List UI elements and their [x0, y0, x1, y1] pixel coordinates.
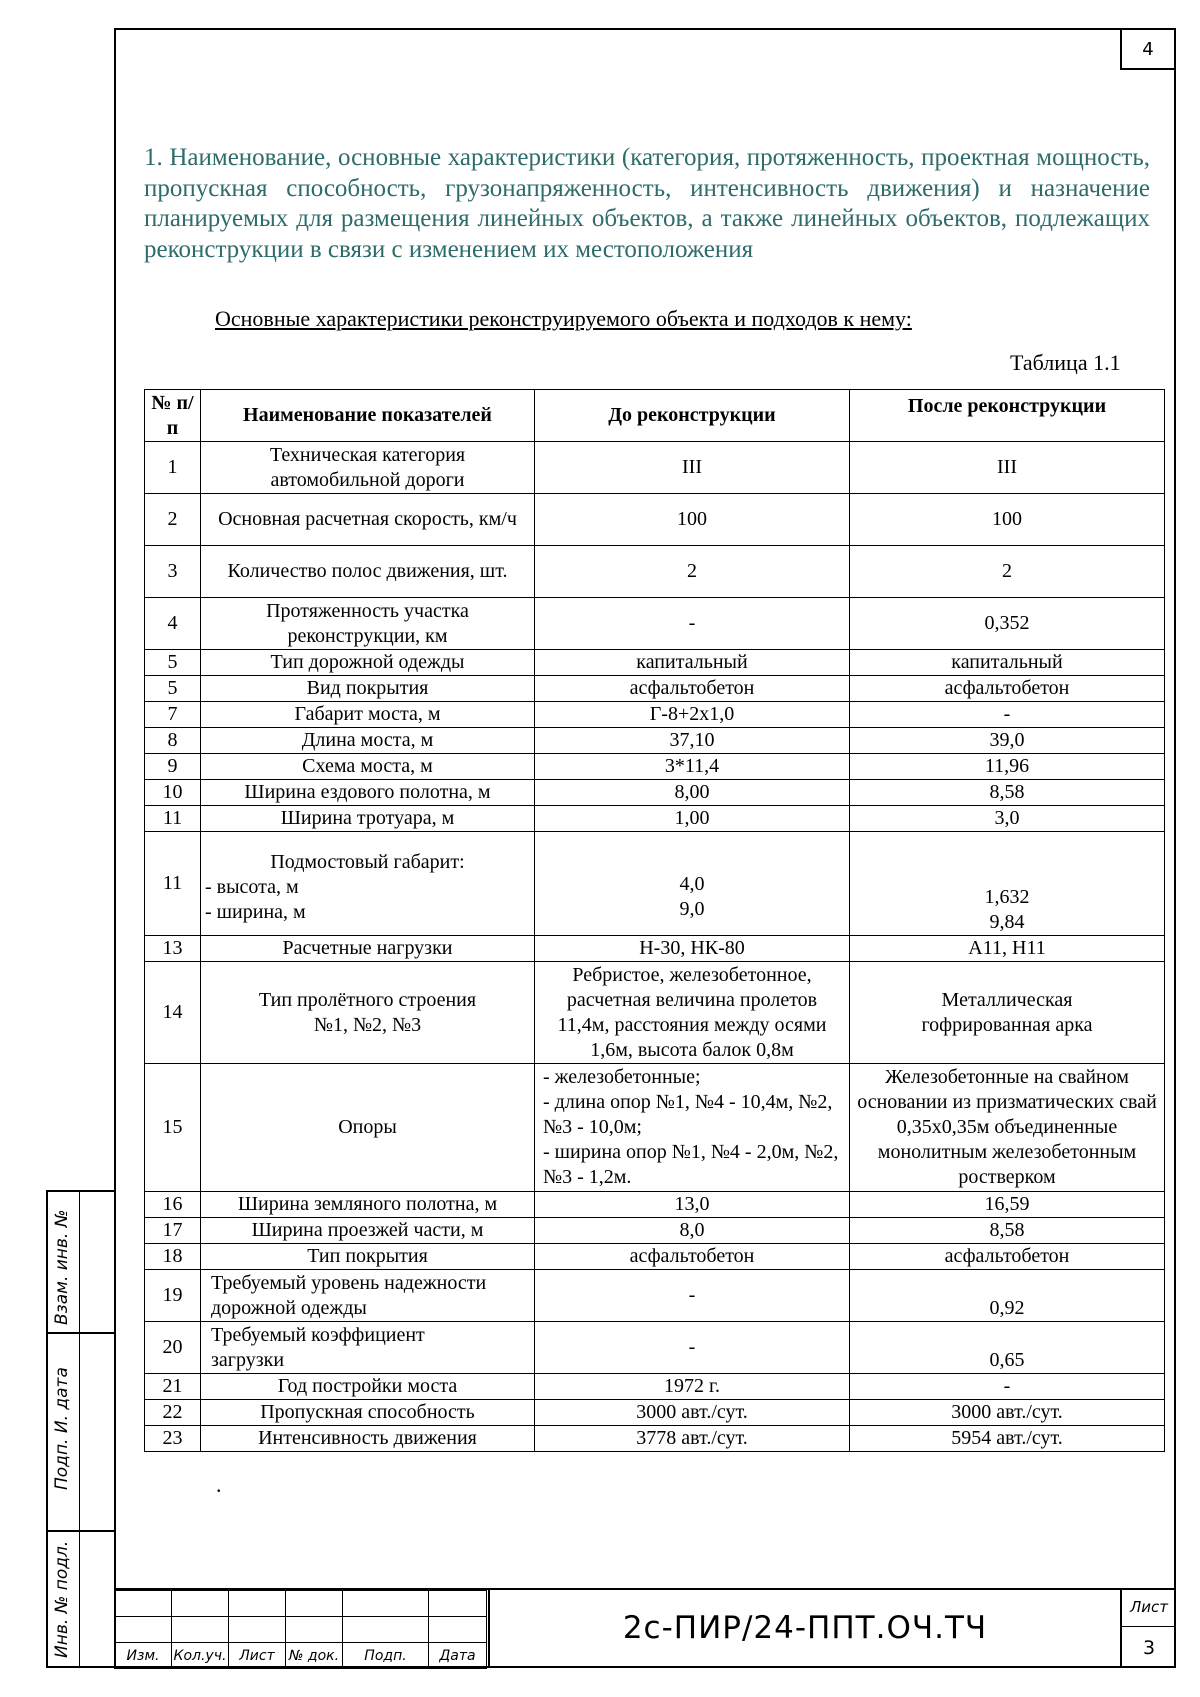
- row-after: А11, Н11: [850, 936, 1165, 962]
- row-after: асфальтобетон: [850, 1244, 1165, 1270]
- top-page-number: 4: [1120, 28, 1176, 70]
- table-row: [145, 702, 1165, 728]
- row-before: 3000 авт./сут.: [535, 1400, 850, 1426]
- row-number: 8: [145, 728, 201, 754]
- row-after: 16,59: [850, 1192, 1165, 1218]
- row-number: 5: [145, 650, 201, 676]
- table-row: [145, 1270, 1165, 1322]
- row-name: Тип дорожной одежды: [201, 650, 535, 676]
- section-heading: 1. Наименование, основные характеристики (категория, протяженность, проектная мощность, пропускная способность, грузонапряженность, интенсивность движения) и назначение планируемых для размещения линейных объектов, а также линейных объектов, подлежащих реконструкции в связи с изменением их местоположения: [144, 144, 1150, 263]
- revision-cell: [343, 1617, 429, 1643]
- row-number: 14: [145, 962, 201, 1064]
- row-number: 18: [145, 1244, 201, 1270]
- table-row: [145, 494, 1165, 546]
- table-row: [145, 1192, 1165, 1218]
- row-after: Металлическая гофрированная арка: [850, 962, 1165, 1064]
- row-number: 17: [145, 1218, 201, 1244]
- document-code: 2с-ПИР/24-ППТ.ОЧ.ТЧ: [622, 1610, 988, 1646]
- row-after: 8,58: [850, 780, 1165, 806]
- table-row: [145, 962, 1165, 1064]
- row-after: III: [850, 442, 1165, 494]
- row-number: 19: [145, 1270, 201, 1322]
- table-row: [145, 1322, 1165, 1374]
- row-after: 3000 авт./сут.: [850, 1400, 1165, 1426]
- row-before: [535, 1064, 850, 1192]
- row-name: Схема моста, м: [201, 754, 535, 780]
- revision-table: [114, 1590, 487, 1669]
- row-after: капитальный: [850, 650, 1165, 676]
- row-before: -: [535, 1322, 850, 1374]
- row-name: Техническая категория автомобильной дороги: [201, 442, 535, 494]
- row-name: Ширина проезжей части, м: [201, 1218, 535, 1244]
- row-before: [535, 832, 850, 936]
- revision-cell: [115, 1591, 172, 1617]
- row-before: 3*11,4: [535, 754, 850, 780]
- row-name: Протяженность участка реконструкции, км: [201, 598, 535, 650]
- side-label-podp: Подп. И. дата: [52, 1367, 72, 1490]
- row-before: -: [535, 1270, 850, 1322]
- side-label-inv: Инв. № подл.: [52, 1540, 72, 1658]
- supports-line-1: - железобетонные;: [543, 1066, 701, 1088]
- row-number: 11: [145, 806, 201, 832]
- row-before: Ребристое, железобетонное, расчетная величина пролетов 11,4м, расстояния между осями 1,6м, высота балок 0,8м: [535, 962, 850, 1064]
- table-row: [145, 936, 1165, 962]
- row-number: 20: [145, 1322, 201, 1374]
- row-before: 100: [535, 494, 850, 546]
- row-before: Г-8+2х1,0: [535, 702, 850, 728]
- row-number: 16: [145, 1192, 201, 1218]
- characteristics-table: [144, 389, 1165, 1452]
- row-after: 100: [850, 494, 1165, 546]
- table-row: [145, 1374, 1165, 1400]
- row-name: Тип покрытия: [201, 1244, 535, 1270]
- row-after: 2: [850, 546, 1165, 598]
- row-after: 8,58: [850, 1218, 1165, 1244]
- row-before: 8,0: [535, 1218, 850, 1244]
- row-number: 3: [145, 546, 201, 598]
- revision-cell: [115, 1617, 172, 1643]
- row-number: 10: [145, 780, 201, 806]
- row-after: 11,96: [850, 754, 1165, 780]
- row-before: 3778 авт./сут.: [535, 1426, 850, 1452]
- row-after: -: [850, 702, 1165, 728]
- revision-cell: [429, 1617, 487, 1643]
- underbridge-width-after: 9,84: [989, 911, 1025, 933]
- supports-line-3: - ширина опор №1, №4 - 2,0м, №2, №3 - 1,2м.: [543, 1141, 839, 1188]
- revision-cell: [429, 1591, 487, 1617]
- underbridge-width-before: 9,0: [679, 897, 705, 920]
- row-number: 2: [145, 494, 201, 546]
- row-name: Ширина тротуара, м: [201, 806, 535, 832]
- row-after: -: [850, 1374, 1165, 1400]
- row-after: 3,0: [850, 806, 1165, 832]
- row-after: 0,92: [850, 1270, 1165, 1322]
- table-caption: Таблица 1.1: [1010, 350, 1121, 375]
- row-name: Пропускная способность: [201, 1400, 535, 1426]
- underbridge-title: Подмостовый габарит:: [270, 851, 465, 873]
- row-before: Н-30, НК-80: [535, 936, 850, 962]
- row-before: капитальный: [535, 650, 850, 676]
- row-number: 21: [145, 1374, 201, 1400]
- table-row: [145, 676, 1165, 702]
- row-before: 37,10: [535, 728, 850, 754]
- row-before: асфальтобетон: [535, 1244, 850, 1270]
- revision-cell: [286, 1591, 343, 1617]
- row-name: [201, 832, 535, 936]
- table-row: [145, 1400, 1165, 1426]
- row-after: 0,352: [850, 598, 1165, 650]
- side-label-vzam: Взам. инв. №: [52, 1209, 72, 1325]
- table-row: [145, 728, 1165, 754]
- col-doc-number: № док.: [286, 1643, 343, 1669]
- row-number: 23: [145, 1426, 201, 1452]
- row-after: 39,0: [850, 728, 1165, 754]
- table-row: [145, 1064, 1165, 1192]
- row-number: 4: [145, 598, 201, 650]
- col-data: Дата: [429, 1643, 487, 1669]
- row-number: 9: [145, 754, 201, 780]
- row-name: Длина моста, м: [201, 728, 535, 754]
- row-number: 15: [145, 1064, 201, 1192]
- header-before: До реконструкции: [535, 390, 850, 442]
- underbridge-width-label: - ширина, м: [205, 901, 306, 923]
- row-name: Тип пролётного строения №1, №2, №3: [201, 962, 535, 1064]
- table-row: [145, 806, 1165, 832]
- table-row: [145, 598, 1165, 650]
- row-name: Требуемый уровень надежности дорожной одежды: [201, 1270, 535, 1322]
- supports-line-2: - длина опор №1, №4 - 10,4м, №2, №3 - 10,0м;: [543, 1091, 833, 1138]
- col-kol-uch: Кол.уч.: [172, 1643, 229, 1669]
- table-row: [145, 546, 1165, 598]
- sheet-box: [1120, 1588, 1176, 1668]
- trailing-dot: .: [216, 1472, 222, 1497]
- row-name: Вид покрытия: [201, 676, 535, 702]
- row-number: 11: [145, 832, 201, 936]
- header-number: № п/п: [145, 390, 201, 442]
- table-row: [145, 442, 1165, 494]
- row-number: 5: [145, 676, 201, 702]
- row-after: Железобетонные на свайном основании из призматических свай 0,35х0,35м объединенные монолитным железобетонным ростверком: [850, 1064, 1165, 1192]
- header-name: Наименование показателей: [201, 390, 535, 442]
- row-name: Год постройки моста: [201, 1374, 535, 1400]
- row-before: -: [535, 598, 850, 650]
- row-after: 5954 авт./сут.: [850, 1426, 1165, 1452]
- row-before: 2: [535, 546, 850, 598]
- row-name: Ширина земляного полотна, м: [201, 1192, 535, 1218]
- row-before: асфальтобетон: [535, 676, 850, 702]
- table-row: [145, 832, 1165, 936]
- table-header-row: [145, 390, 1165, 442]
- row-name: Количество полос движения, шт.: [201, 546, 535, 598]
- row-name: Требуемый коэффициент загрузки: [201, 1322, 535, 1374]
- underbridge-height-before: 4,0: [679, 872, 705, 895]
- title-block-divider: [488, 1588, 490, 1668]
- row-number: 22: [145, 1400, 201, 1426]
- row-before: 8,00: [535, 780, 850, 806]
- col-list: Лист: [229, 1643, 286, 1669]
- revision-cell: [229, 1591, 286, 1617]
- row-number: 13: [145, 936, 201, 962]
- revision-cell: [343, 1591, 429, 1617]
- underbridge-height-after: 1,632: [984, 886, 1030, 908]
- table-row: [145, 1426, 1165, 1452]
- revision-cell: [172, 1617, 229, 1643]
- table-row: [145, 1218, 1165, 1244]
- row-after: [850, 832, 1165, 936]
- row-before: III: [535, 442, 850, 494]
- row-after: 0,65: [850, 1322, 1165, 1374]
- row-name: Опоры: [201, 1064, 535, 1192]
- revision-cell: [229, 1617, 286, 1643]
- table-subtitle: Основные характеристики реконструируемого объекта и подходов к нему:: [215, 306, 912, 331]
- revision-cell: [286, 1617, 343, 1643]
- row-name: Расчетные нагрузки: [201, 936, 535, 962]
- table-row: [145, 780, 1165, 806]
- row-name: Габарит моста, м: [201, 702, 535, 728]
- table-row: [145, 1244, 1165, 1270]
- revision-cell: [172, 1591, 229, 1617]
- sheet-number: 3: [1142, 1636, 1156, 1659]
- row-before: 13,0: [535, 1192, 850, 1218]
- row-name: Интенсивность движения: [201, 1426, 535, 1452]
- row-before: 1,00: [535, 806, 850, 832]
- table-row: [145, 650, 1165, 676]
- row-number: 7: [145, 702, 201, 728]
- col-podp: Подп.: [343, 1643, 429, 1669]
- sheet-label: Лист: [1122, 1588, 1176, 1627]
- row-name: Ширина ездового полотна, м: [201, 780, 535, 806]
- underbridge-height-label: - высота, м: [205, 876, 299, 898]
- header-after: После реконструкции: [850, 390, 1165, 442]
- row-after: асфальтобетон: [850, 676, 1165, 702]
- table-row: [145, 754, 1165, 780]
- row-before: 1972 г.: [535, 1374, 850, 1400]
- col-izm: Изм.: [115, 1643, 172, 1669]
- row-number: 1: [145, 442, 201, 494]
- row-name: Основная расчетная скорость, км/ч: [201, 494, 535, 546]
